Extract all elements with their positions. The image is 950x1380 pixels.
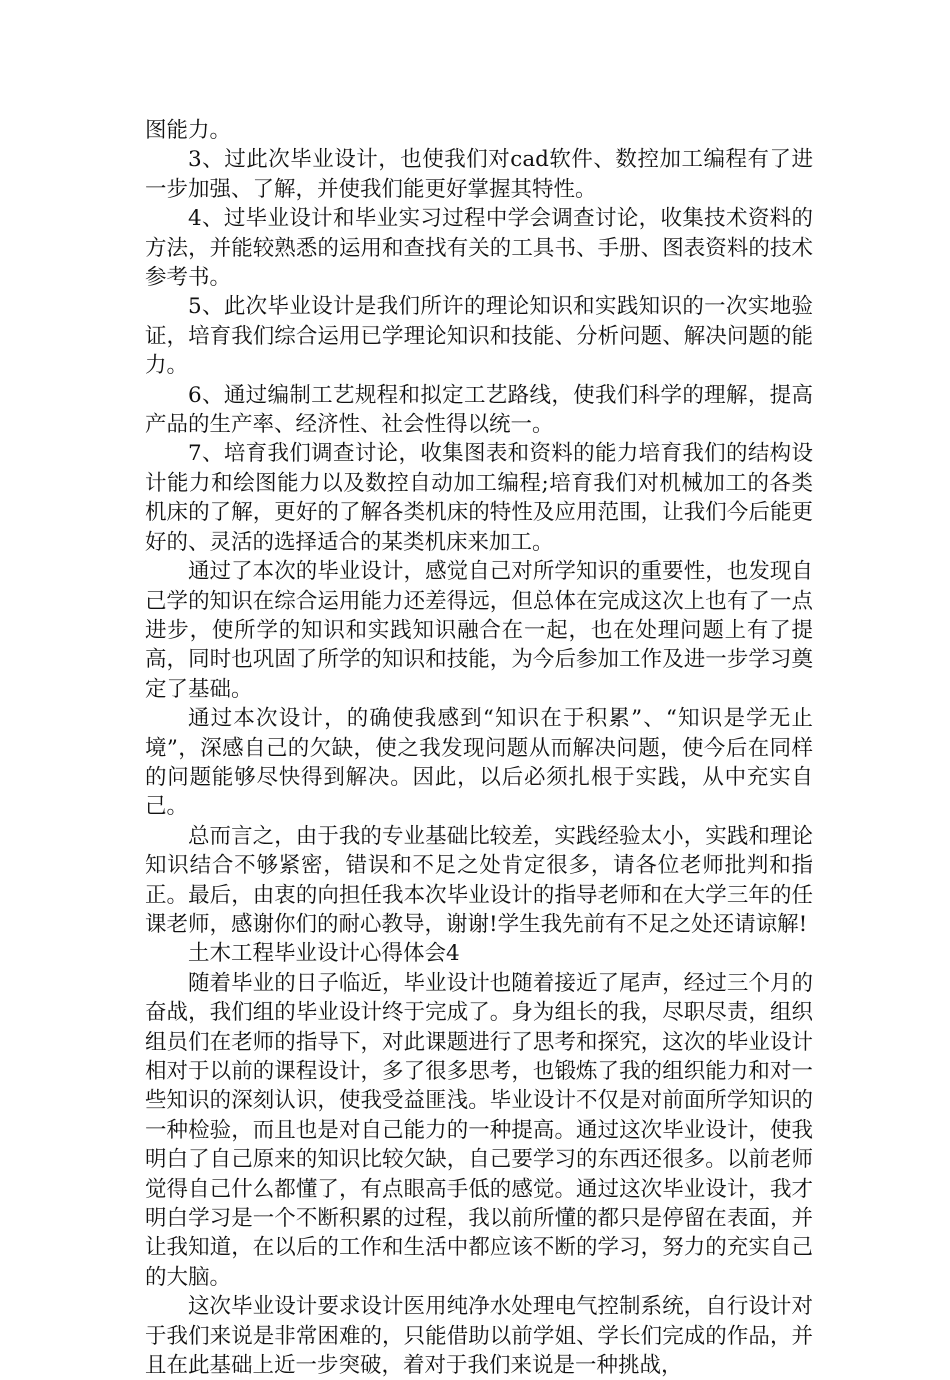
paragraph: 总而言之，由于我的专业基础比较差，实践经验太小，实践和理论知识结合不够紧密，错误和不足之处肯定很多，请各位老师批判和指正。最后，由衷的向担任我本次毕业设计的指导老师和在大学三年的任课老师，感谢你们的耐心教导，谢谢!学生我先前有不足之处还请谅解! — [145, 823, 813, 937]
paragraph: 图能力。 — [145, 118, 232, 143]
paragraph: 7、培育我们调查讨论，收集图表和资料的能力培育我们的结构设计能力和绘图能力以及数控自动加工编程;培育我们对机械加工的各类机床的了解，更好的了解各类机床的特性及应用范围，让我们今后能更好的、灵活的选择适合的某类机床来加工。 — [145, 441, 813, 555]
section-heading: 土木工程毕业设计心得体会4 — [188, 941, 460, 967]
paragraph: 这次毕业设计要求设计医用纯净水处理电气控制系统，自行设计对于我们来说是非常困难的，只能借助以前学姐、学长们完成的作品，并且在此基础上近一步突破，着对于我们来说是一种挑战， — [145, 1294, 813, 1379]
document-body — [145, 116, 813, 1380]
paragraph: 3、过此次毕业设计，也使我们对cad软件、数控加工编程有了进一步加强、了解，并使我们能更好掌握其特性。 — [145, 147, 813, 202]
paragraph: 5、此次毕业设计是我们所许的理论知识和实践知识的一次实地验证，培育我们综合运用已学理论知识和技能、分析问题、解决问题的能力。 — [145, 294, 813, 379]
paragraph: 随着毕业的日子临近，毕业设计也随着接近了尾声，经过三个月的奋战，我们组的毕业设计终于完成了。身为组长的我，尽职尽责，组织组员们在老师的指导下，对此课题进行了思考和探究，这次的毕业设计相对于以前的课程设计，多了很多思考，也锻炼了我的组织能力和对一些知识的深刻认识，使我受益匪浅。毕业设计不仅是对前面所学知识的一种检验，而且也是对自己能力的一种提高。通过这次毕业设计，使我明白了自己原来的知识比较欠缺，自己要学习的东西还很多。以前老师觉得自己什么都懂了，有点眼高手低的感觉。通过这次毕业设计，我才明白学习是一个不断积累的过程，我以前所懂的都只是停留在表面，并让我知道，在以后的工作和生活中都应该不断的学习，努力的充实自己的大脑。 — [145, 970, 813, 1290]
paragraph: 通过了本次的毕业设计，感觉自己对所学知识的重要性，也发现自己学的知识在综合运用能力还差得远，但总体在完成这次上也有了一点进步，使所学的知识和实践知识融合在一起，也在处理问题上有了提高，同时也巩固了所学的知识和技能，为今后参加工作及进一步学习奠定了基础。 — [145, 559, 813, 702]
paragraph: 4、过毕业设计和毕业实习过程中学会调查讨论，收集技术资料的方法，并能较熟悉的运用和查找有关的工具书、手册、图表资料的技术参考书。 — [145, 206, 813, 291]
paragraph: 6、通过编制工艺规程和拟定工艺路线，使我们科学的理解，提高产品的生产率、经济性、社会性得以统一。 — [145, 382, 813, 438]
paragraph: 通过本次设计，的确使我感到“知识在于积累”、“知识是学无止境”，深感自己的欠缺，使之我发现问题从而解决问题，使今后在同样的问题能够尽快得到解决。因此，以后必须扎根于实践，从中充实自己。 — [145, 706, 813, 820]
